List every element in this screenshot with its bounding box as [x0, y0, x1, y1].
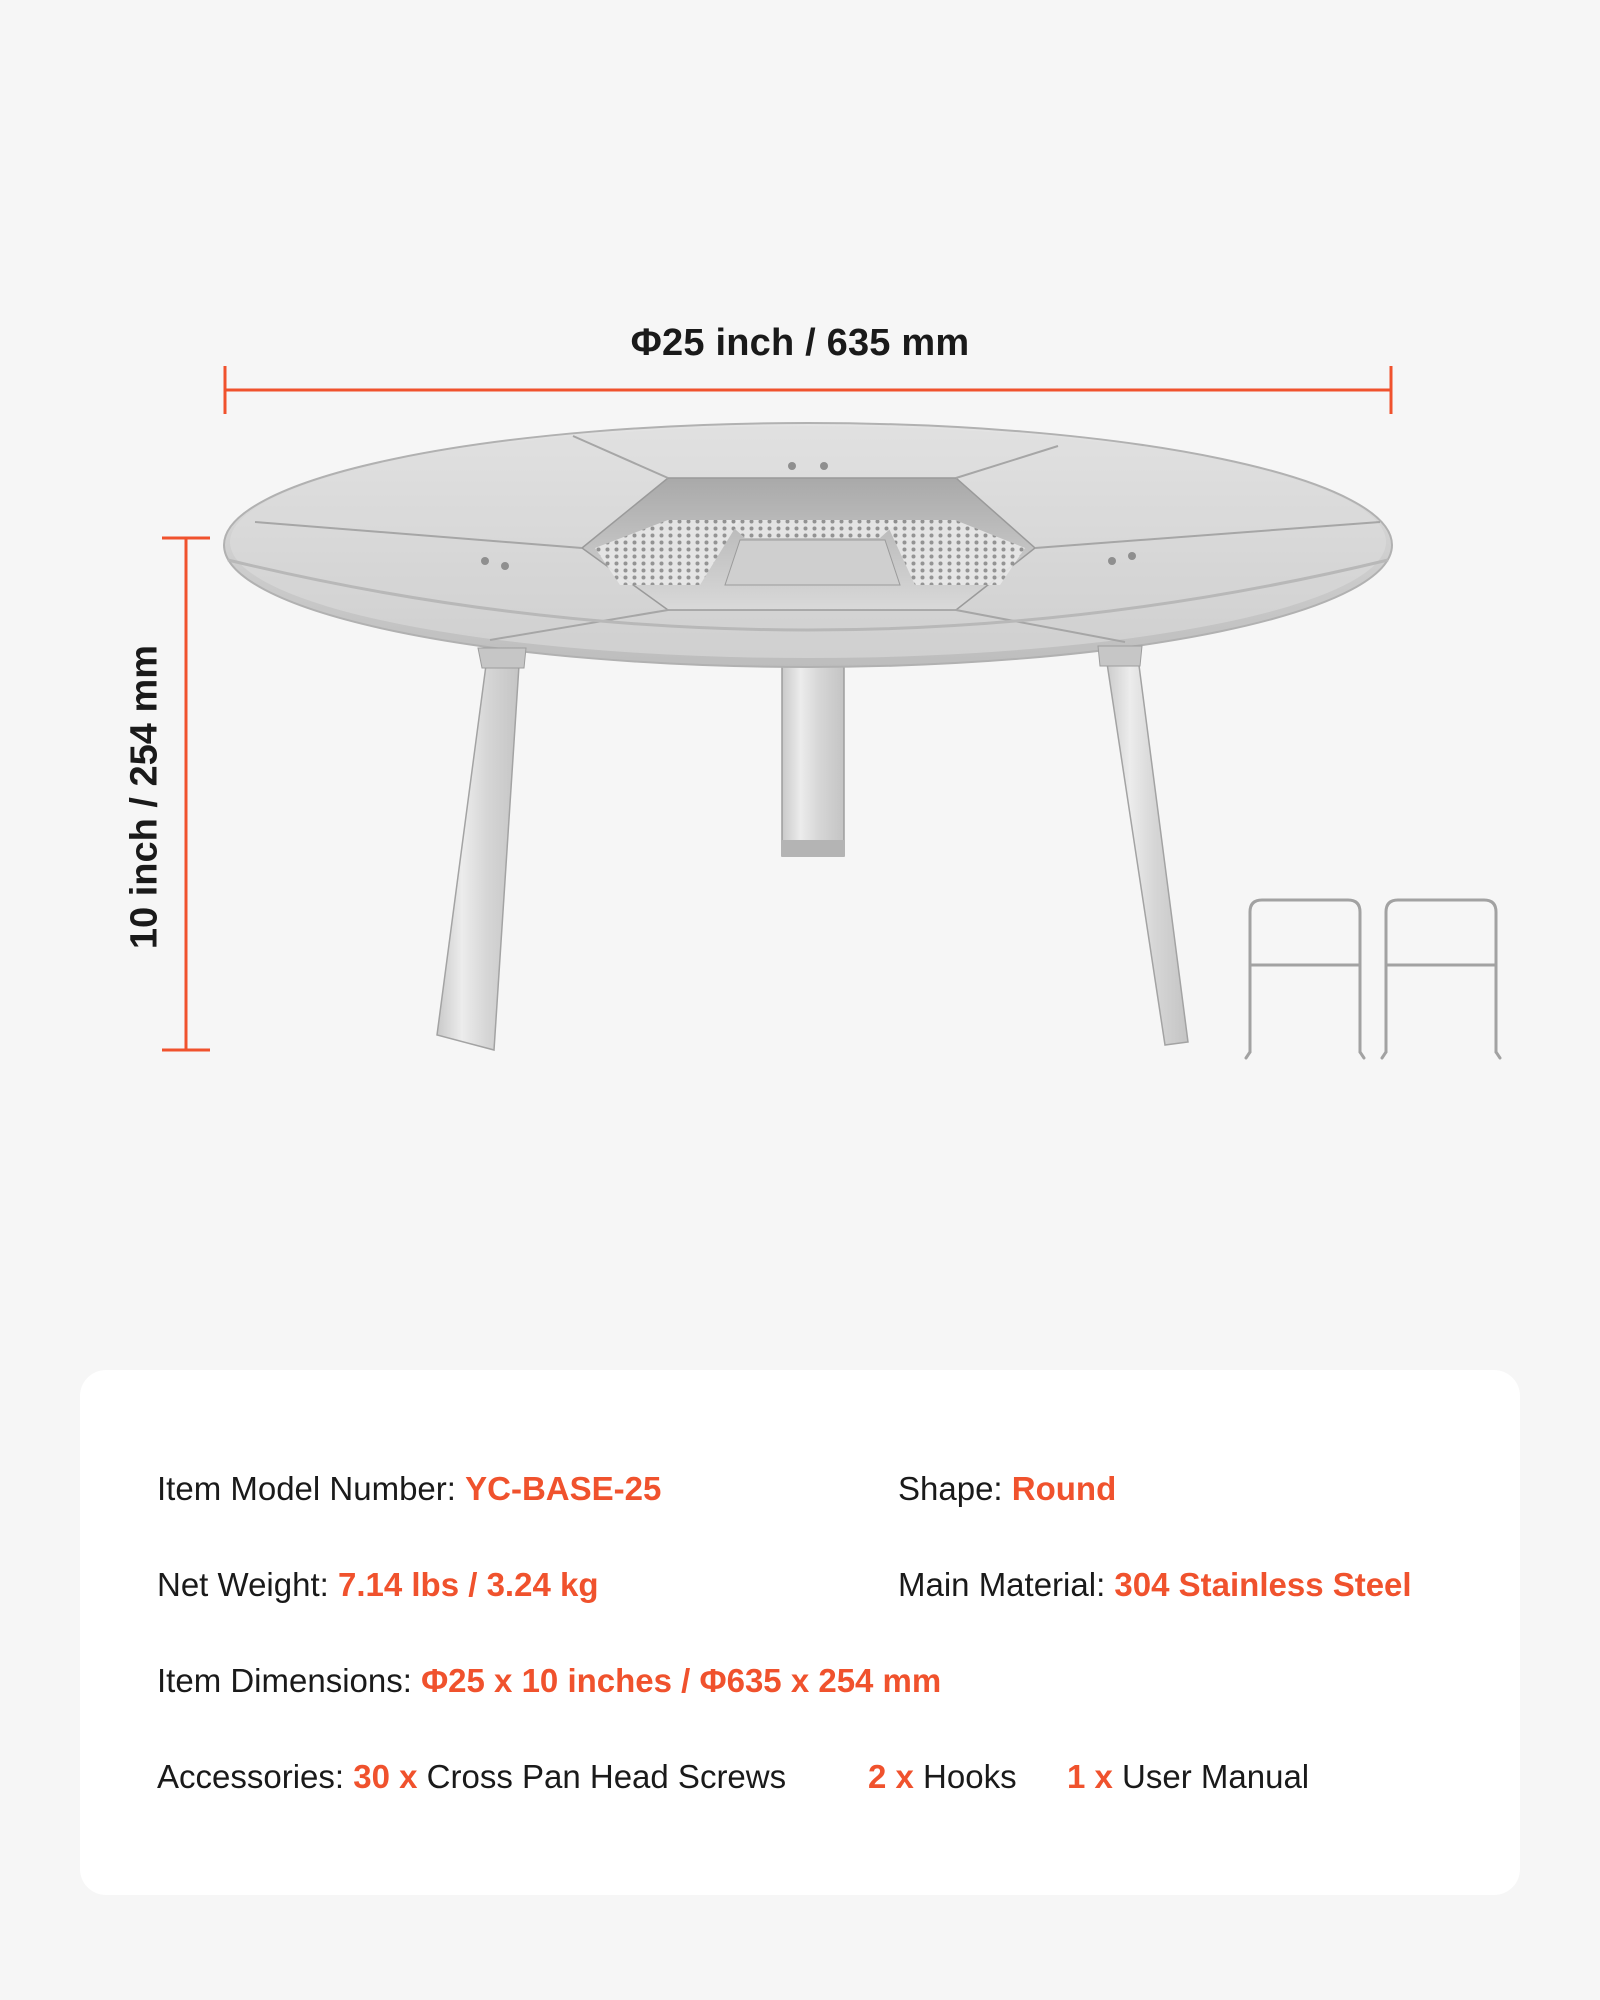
main-material-spec: [898, 1568, 1412, 1601]
table-top: [224, 423, 1392, 667]
spec-card: [80, 1370, 1520, 1895]
accessory-hooks-qty: 2 x: [868, 1758, 914, 1795]
accessories-spec: [157, 1760, 786, 1793]
model-number-label: Item Model Number:: [157, 1470, 456, 1507]
accessory-hooks-name: Hooks: [923, 1758, 1017, 1795]
main-material-value: 304 Stainless Steel: [1114, 1566, 1412, 1603]
width-dimension-label: Φ25 inch / 635 mm: [630, 322, 970, 364]
net-weight-label: Net Weight:: [157, 1566, 329, 1603]
model-number-spec: [157, 1472, 661, 1505]
accessories-label: Accessories:: [157, 1758, 345, 1795]
main-material-label: Main Material:: [898, 1566, 1106, 1603]
accessory-manual: [1067, 1760, 1309, 1793]
accessory-screws-name: Cross Pan Head Screws: [426, 1758, 787, 1795]
item-dimensions-label: Item Dimensions:: [157, 1662, 412, 1699]
height-dimension-label: 10 inch / 254 mm: [123, 644, 166, 950]
model-number-value: YC-BASE-25: [465, 1470, 662, 1507]
accessory-manual-name: User Manual: [1122, 1758, 1310, 1795]
height-dimension-line: [162, 538, 210, 1050]
accessory-screws-qty: 30 x: [353, 1758, 418, 1795]
back-leg: [782, 660, 844, 856]
net-weight-value: 7.14 lbs / 3.24 kg: [337, 1566, 599, 1603]
item-dimensions-spec: [157, 1664, 941, 1697]
net-weight-spec: [157, 1568, 598, 1601]
shape-spec: [898, 1472, 1116, 1505]
shape-value: Round: [1011, 1470, 1117, 1507]
accessory-hooks: [868, 1760, 1017, 1793]
accessory-manual-qty: 1 x: [1067, 1758, 1113, 1795]
front-right-leg: [1098, 646, 1188, 1045]
width-dimension-line: [225, 366, 1391, 414]
hooks-illustration: [1246, 900, 1500, 1058]
item-dimensions-value: Φ25 x 10 inches / Φ635 x 254 mm: [421, 1662, 942, 1699]
shape-label: Shape:: [898, 1470, 1003, 1507]
front-left-leg: [437, 648, 526, 1050]
